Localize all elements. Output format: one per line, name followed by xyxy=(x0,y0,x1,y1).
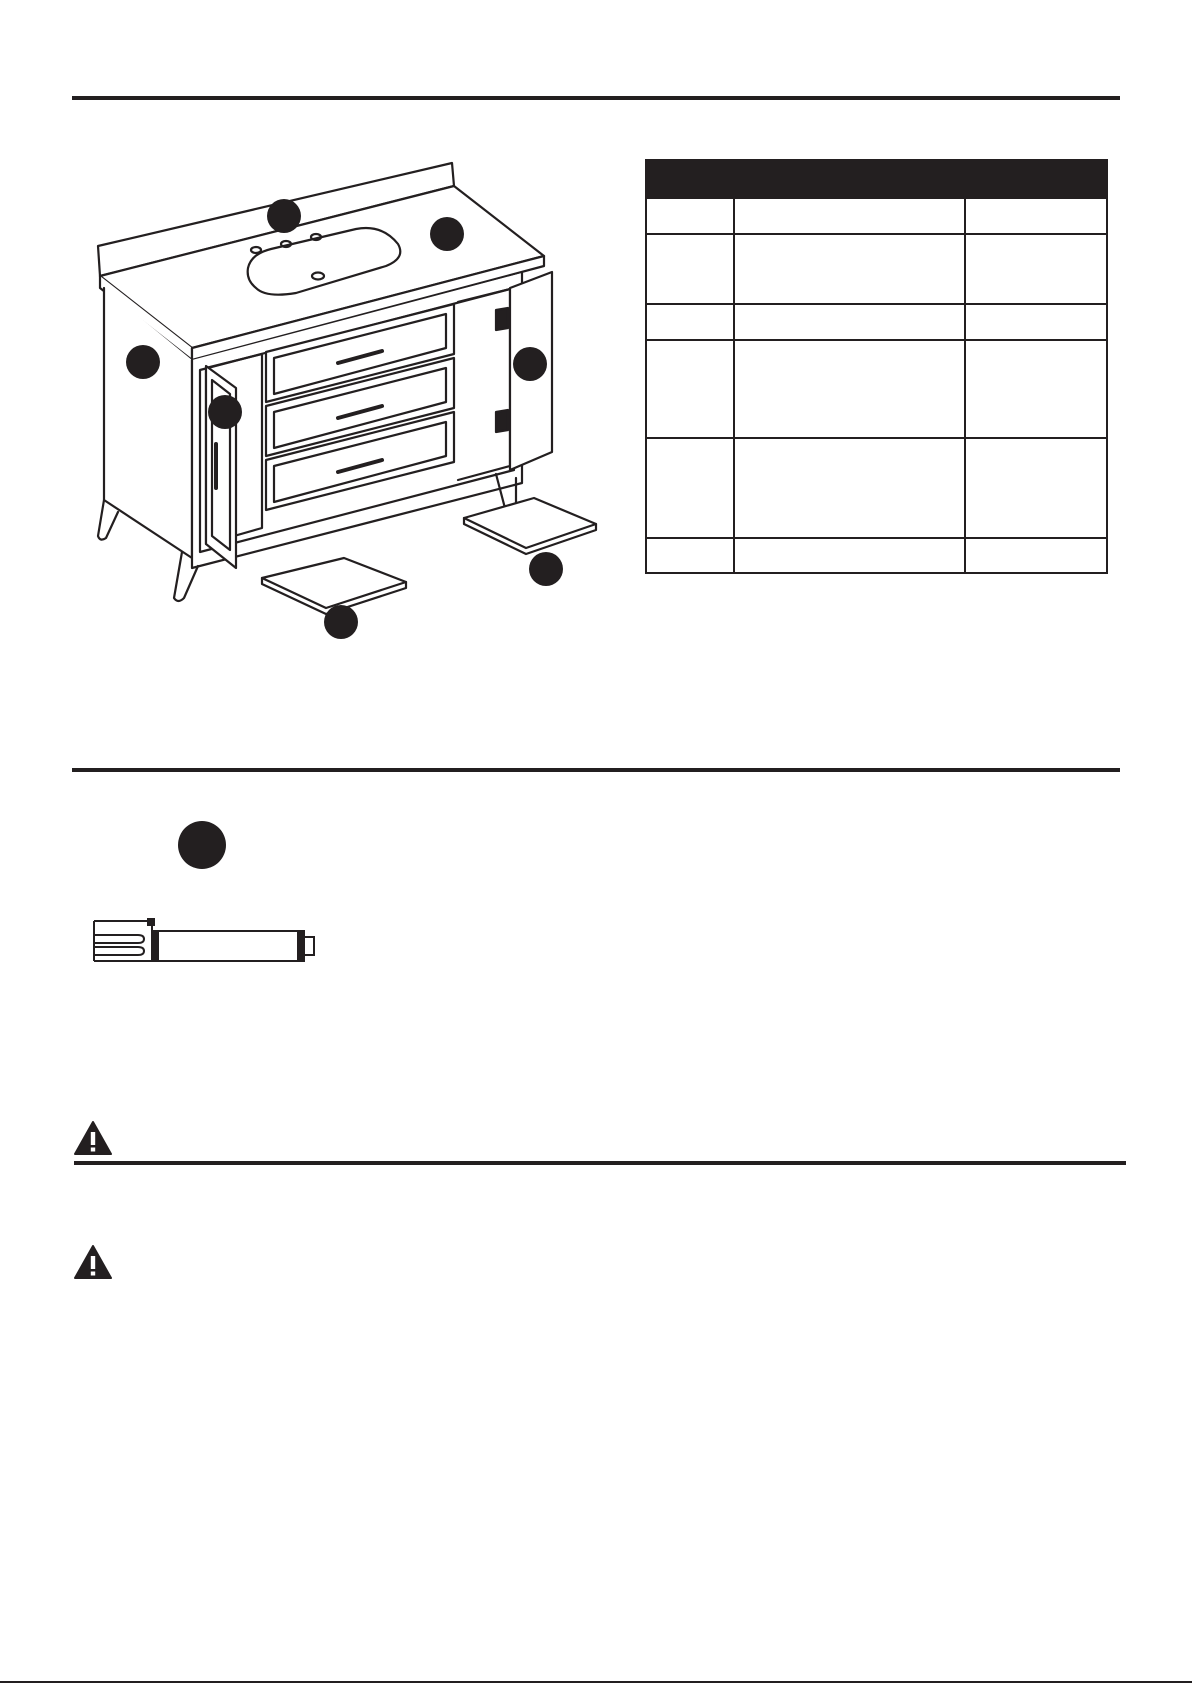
table-row-divider xyxy=(647,437,1106,439)
hardware-section-rule xyxy=(72,768,1120,772)
table-row-divider xyxy=(647,233,1106,235)
parts-table xyxy=(645,159,1108,574)
warning-triangle-icon xyxy=(73,1120,113,1156)
warning-triangle-icon xyxy=(73,1244,113,1280)
hardware-callout-marker xyxy=(178,821,226,869)
table-column-divider xyxy=(964,197,966,572)
footer-rule xyxy=(0,1681,1192,1683)
warning-section-rule xyxy=(74,1161,1126,1165)
table-column-divider xyxy=(733,197,735,572)
handle-pull-icon xyxy=(92,917,322,965)
table-row-divider xyxy=(647,303,1106,305)
parts-table-header xyxy=(647,161,1106,197)
table-row-divider xyxy=(647,339,1106,341)
top-section-rule xyxy=(72,96,1120,100)
table-row-divider xyxy=(647,197,1106,199)
vanity-cabinet-illustration xyxy=(86,148,646,678)
table-row-divider xyxy=(647,537,1106,539)
